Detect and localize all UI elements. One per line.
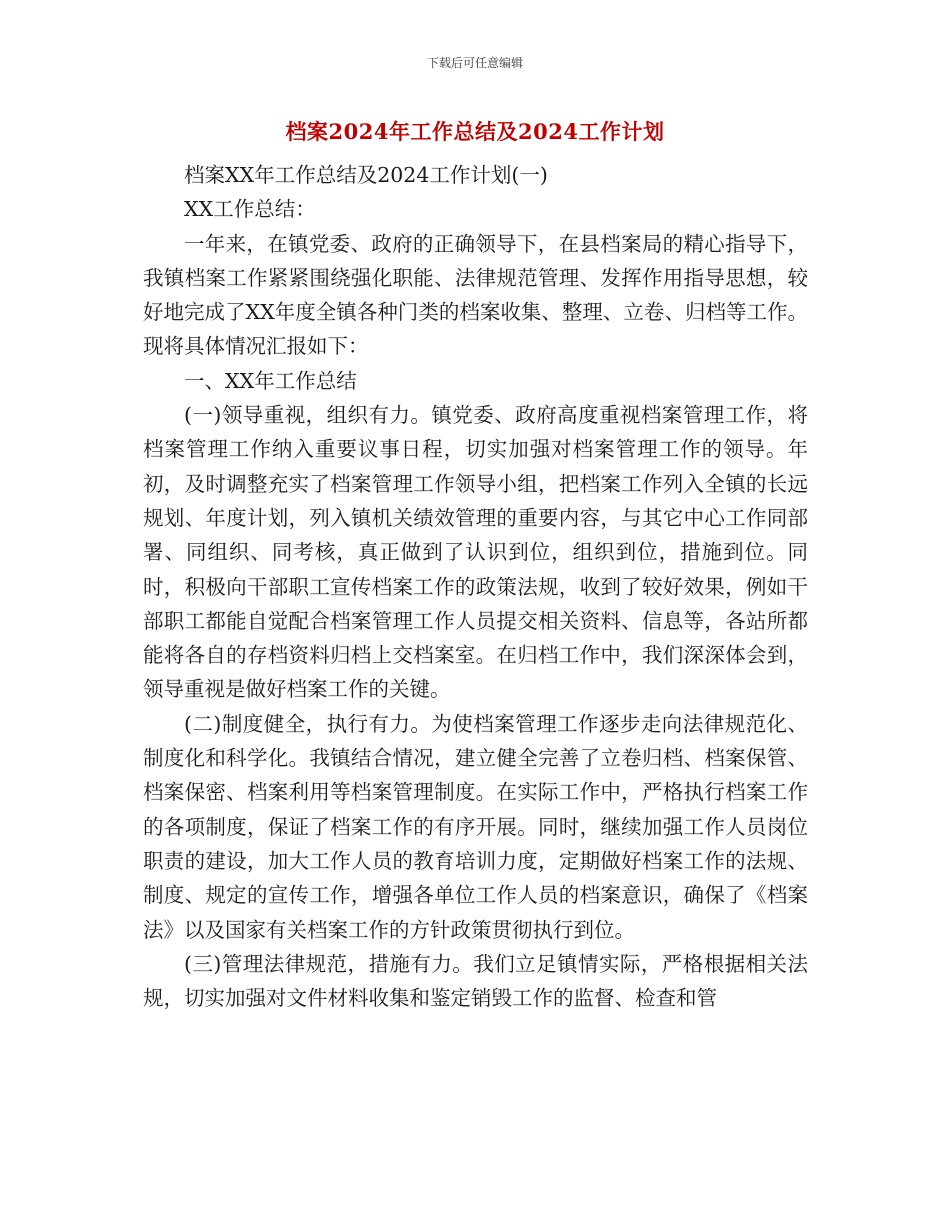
page-header-note: 下载后可任意编辑 xyxy=(426,56,523,70)
paragraph-summary-heading: XX工作总结： xyxy=(184,197,316,222)
document-body xyxy=(143,158,808,1015)
document-title: 档案2024年工作总结及2024工作计划 xyxy=(285,119,665,144)
paragraph-item-3: (三)管理法律规范，措施有力。我们立足镇情实际，严格根据相关法规，切实加强对文件材料收集和鉴定销毁工作的监督、检查和管 xyxy=(143,951,808,1011)
paragraph-intro: 一年来，在镇党委、政府的正确领导下，在县档案局的精心指导下，我镇档案工作紧紧围绕强化职能、法律规范管理、发挥作用指导思想，较好地完成了XX年度全镇各种门类的档案收集、整理、立卷、归档等工作。现将具体情况汇报如下： xyxy=(143,231,808,359)
paragraph-section-heading: 一、XX年工作总结 xyxy=(184,368,357,393)
paragraph-subtitle: 档案XX年工作总结及2024工作计划(一) xyxy=(184,163,548,187)
paragraph-item-1: (一)领导重视，组织有力。镇党委、政府高度重视档案管理工作，将档案管理工作纳入重要议事日程，切实加强对档案管理工作的领导。年初，及时调整充实了档案管理工作领导小组，把档案工作列入全镇的长远规划、年度计划，列入镇机关绩效管理的重要内容，与其它中心工作同部署、同组织、同考核，真正做到了认识到位，组织到位，措施到位。同时，积极向干部职工宣传档案工作的政策法规，收到了较好效果，例如干部职工都能自觉配合档案管理工作人员提交相关资料、信息等，各站所都能将各自的存档资料归档上交档案室。在归档工作中，我们深深体会到，领导重视是做好档案工作的关键。 xyxy=(143,403,808,702)
paragraph-item-2: (二)制度健全，执行有力。为使档案管理工作逐步走向法律规范化、制度化和科学化。我镇结合情况，建立健全完善了立卷归档、档案保管、档案保密、档案利用等档案管理制度。在实际工作中，严格执行档案工作的各项制度，保证了档案工作的有序开展。同时，继续加强工作人员岗位职责的建设，加大工作人员的教育培训力度，定期做好档案工作的法规、制度、规定的宣传工作，增强各单位工作人员的档案意识，确保了《档案法》以及国家有关档案工作的方针政策贯彻执行到位。 xyxy=(143,711,808,942)
